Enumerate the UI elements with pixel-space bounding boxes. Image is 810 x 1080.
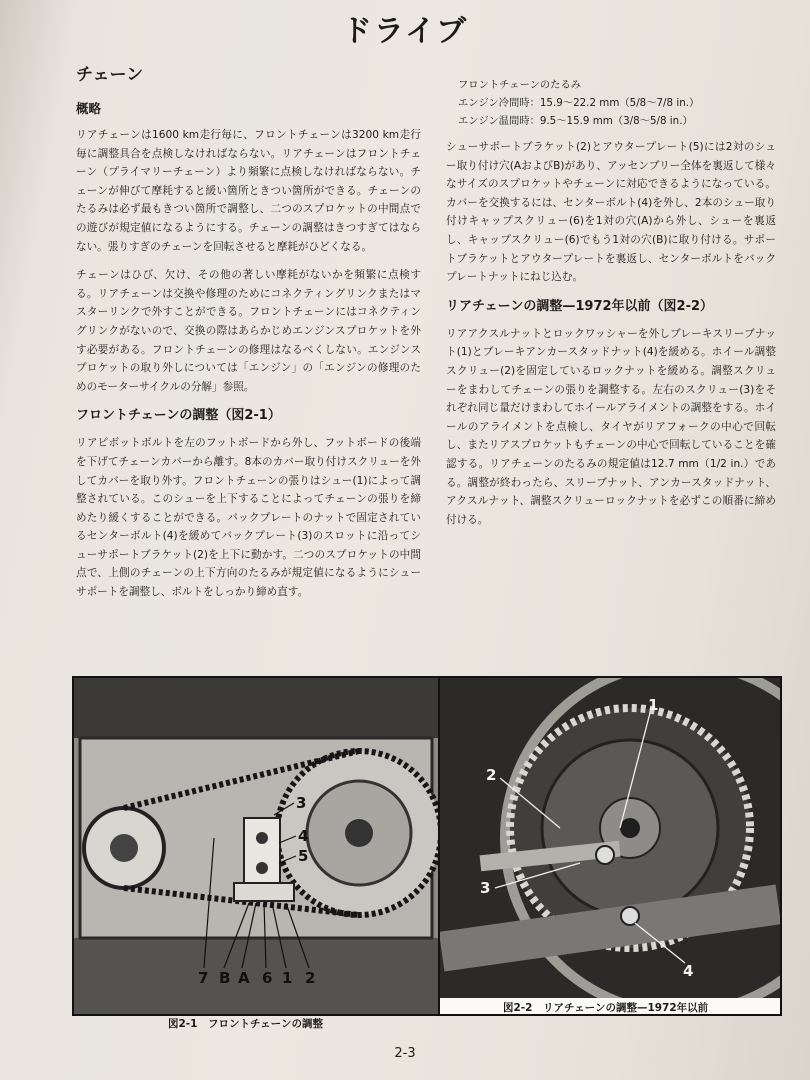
section-title: チェーン <box>76 65 144 85</box>
label-1: 1 <box>648 696 659 714</box>
figure-2-caption: 図2-2 リアチェーンの調整—1972年以前 <box>503 1002 709 1014</box>
label-A: A <box>238 969 250 987</box>
rear-adjust-paragraph: リアアクスルナットとロックワッシャーを外しブレーキスリーブナット(1)とブレーキアンカースタッドナット(4)を緩める。ホイール調整スクリュー(2)を固定しているロックナットを緩める。調整スクリューをまわしてチェーンの張りを調整する。左右のスクリュー(3)をそれぞれ同じ量だけまわしてホイールアライメントの調整をする。ホイールのアライメントを点検し、タイヤがリアフォークの中心で回転し、またリアスプロケットもチェーンの中心で回転していることを確認する。リアチェーンのたるみの規定値は12.7 mm（1/2 in.）である。調整が終わったら、スリーブナット、アンカースタッドナット、アクスルナット、調整スクリューロックナットを必ずこの順番に締め付ける。 <box>446 327 776 526</box>
page-number: 2-3 <box>394 1046 416 1061</box>
slack-spec <box>458 76 776 130</box>
front-adjust-paragraph: リアピボットボルトを左のフットボードから外し、フットボードの後端を下げてチェーンカバーから離す。8本のカバー取り付けスクリューを外してカバーを取り外す。フロントチェーンの張りはシュー(1)によって調整されている。このシューを上下することによってチェーンの張りを締めたり緩くすることができる。バックプレートのナットで固定されているセンターボルト(4)を緩めてバックプレート(3)のスロットに沿ってシューサポートブラケット(2)を上下に動かす。二つのスプロケットの中間点で、上側のチェーンの上下方向のたるみが規定値になるようにシューサポートを調整し、ボルトをしっかり締め直す。 <box>76 437 421 599</box>
rear-adjust-heading: リアチェーンの調整—1972年以前（図2-2） <box>446 298 714 314</box>
slack-spec-label: フロントチェーンのたるみ <box>458 79 582 91</box>
label-2: 2 <box>486 766 497 784</box>
label-3: 3 <box>480 879 491 897</box>
page-title: ドライブ <box>341 14 469 49</box>
front-chain-illustration <box>74 678 438 1014</box>
figures <box>72 676 780 1016</box>
label-7: 7 <box>198 969 209 987</box>
label-4: 4 <box>683 962 694 980</box>
overview-paragraph-2: チェーンはひび、欠け、その他の著しい摩耗がないかを頻繁に点検する。リアチェーンは交換や修理のためにコネクティングリンクまたはマスターリンクで外すことができる。フロントチェーンにはコネクティングリンクがないので、交換の際はあらかじめエンジンスプロケットを外す必要がある。フロントチェーンの修理はなるべくしない。エンジンスプロケットの取り外しについては「エンジン」の「エンジンの修理のためのモーターサイクルの分解」参照。 <box>76 269 421 393</box>
overview-paragraph-1: リアチェーンは1600 km走行毎に、フロントチェーンは3200 km走行毎に調整具合を点検しなければならない。リアチェーンはフロントチェーン（プライマリーチェーン）より頻繁に点検しなければならない。チェーンが伸びて摩耗すると緩い箇所ときつい箇所ができる。チェーンのたるみは必ず最もきつい箇所で調整し、二つのスプロケットの中間点での遊びが規定値になるようにする。チェーンの調整はきつすぎてはならない。張りすぎのチェーンを回転させると摩耗がひどくなる。 <box>76 129 421 253</box>
label-B: B <box>219 969 231 987</box>
front-adjust-heading: フロントチェーンの調整（図2-1） <box>76 408 281 424</box>
label-5: 5 <box>298 847 309 865</box>
figure-front-chain-photo <box>72 676 440 1016</box>
overview-heading: 概略 <box>76 101 102 116</box>
label-2: 2 <box>305 969 316 987</box>
shoe-paragraph: シューサポートブラケット(2)とアウタープレート(5)には2対のシュー取り付け穴(AおよびB)があり、アッセンブリー全体を裏返して様々なサイズのスプロケットやチェーンに対応できるようになっている。カバーを交換するには、センターボルト(4)を外し、2本のシュー取り付けキャップスクリュー(6)を1対の穴(A)から外し、シューを裏返し、キャップスクリュー(6)でもう1対の穴(B)に取り付ける。サポートブラケットとアウタープレートを裏返し、センターボルトをバックプレートナットにねじ込む。 <box>446 141 776 284</box>
figure-rear-chain-photo <box>438 676 782 1016</box>
figure-1-caption: 図2-1 フロントチェーンの調整 <box>168 1018 323 1030</box>
label-4: 4 <box>298 827 309 845</box>
left-column <box>76 60 421 612</box>
slack-spec-warm: エンジン温間時：9.5〜15.9 mm（3/8〜5/8 in.） <box>458 115 693 127</box>
slack-spec-cold: エンジン冷間時：15.9〜22.2 mm（5/8〜7/8 in.） <box>458 97 700 109</box>
right-column <box>446 76 776 539</box>
label-3: 3 <box>296 794 307 812</box>
label-1: 1 <box>282 969 293 987</box>
label-6: 6 <box>262 969 273 987</box>
rear-chain-illustration <box>440 678 780 998</box>
